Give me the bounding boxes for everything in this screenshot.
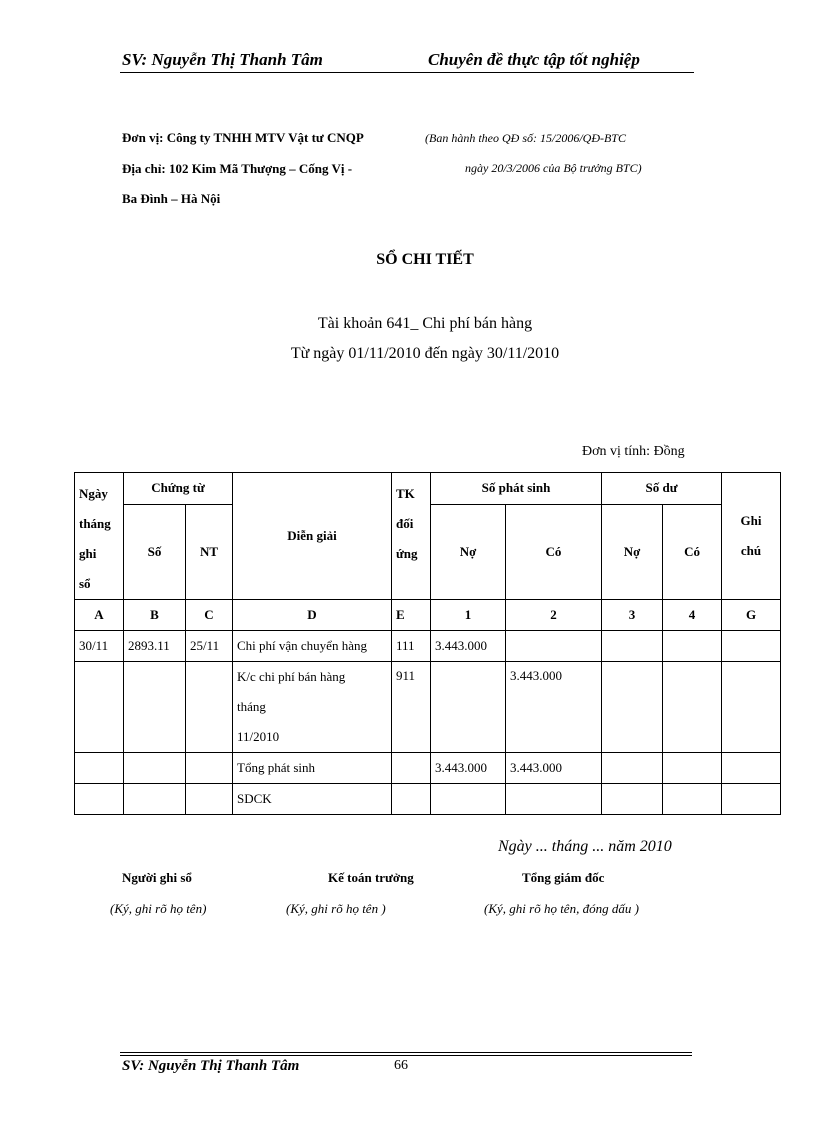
signer-recorder: Người ghi sổ [122,870,192,885]
total-row [75,753,781,784]
period-title: Từ ngày 01/11/2010 đến ngày 30/11/2010 [290,345,560,362]
header-balance-debit: Nợ [602,504,663,599]
row-balance-credit [663,662,722,753]
document-title: SỔ CHI TIẾT [376,251,474,268]
row-contra-account: 911 [392,662,431,753]
empty-cell [392,784,431,815]
header-divider [120,72,694,73]
row-voucher-no [124,662,186,753]
row-balance-debit [602,631,663,662]
header-balance-credit: Có [663,504,722,599]
total-credit: 3.443.000 [506,753,602,784]
empty-cell [392,753,431,784]
code-cell: 3 [602,600,663,631]
row-voucher-date [186,662,233,753]
header-arising: Số phát sinh [431,473,602,505]
closing-label: SDCK [233,784,392,815]
empty-cell [506,784,602,815]
signer-director-note: (Ký, ghi rõ họ tên, đóng dấu ) [484,901,639,916]
header-balance: Số dư [602,473,722,505]
signer-recorder-note: (Ký, ghi rõ họ tên) [110,901,207,916]
row-voucher-no: 2893.11 [124,631,186,662]
code-cell: G [722,600,781,631]
code-cell: E [392,600,431,631]
row-description: Chi phí vận chuyển hàng [233,631,392,662]
header-description: Diễn giải [233,473,392,600]
header-voucher-no: Số [124,504,186,599]
header-arising-credit: Có [506,504,602,599]
table-code-row [75,600,781,631]
code-cell: A [75,600,124,631]
row-voucher-date: 25/11 [186,631,233,662]
code-cell: 1 [431,600,506,631]
signer-chief-accountant-note: (Ký, ghi rõ họ tên ) [286,901,386,916]
empty-cell [663,753,722,784]
company-address-line2: Ba Đình – Hà Nội [122,191,221,206]
table-row [75,631,781,662]
total-debit: 3.443.000 [431,753,506,784]
closing-balance-row [75,784,781,815]
row-credit: 3.443.000 [506,662,602,753]
row-debit: 3.443.000 [431,631,506,662]
empty-cell [722,753,781,784]
header-arising-debit: Nợ [431,504,506,599]
header-student: SV: Nguyễn Thị Thanh Tâm [122,50,323,69]
footer-divider-bottom [120,1055,692,1056]
code-cell: 4 [663,600,722,631]
page-number: 66 [394,1058,408,1073]
code-cell: B [124,600,186,631]
row-description: K/c chi phí bán hàng tháng 11/2010 [233,662,392,753]
empty-cell [75,753,124,784]
account-title: Tài khoản 641_ Chi phí bán hàng [317,315,533,332]
code-cell: 2 [506,600,602,631]
empty-cell [663,784,722,815]
row-credit [506,631,602,662]
empty-cell [75,784,124,815]
currency-unit: Đơn vị tính: Đồng [582,444,685,459]
row-note [722,631,781,662]
empty-cell [602,784,663,815]
company-address-line1: Địa chỉ: 102 Kim Mã Thượng – Cống Vị - [122,161,353,176]
regulation-line1: (Ban hành theo QĐ số: 15/2006/QĐ-BTC [425,131,626,145]
header-voucher: Chứng từ [124,473,233,505]
row-date [75,662,124,753]
row-balance-debit [602,662,663,753]
empty-cell [602,753,663,784]
row-note [722,662,781,753]
total-label: Tổng phát sinh [233,753,392,784]
header-contra-account: TK đối ứng [392,473,431,600]
signer-director: Tổng giám đốc [522,870,605,885]
footer-student: SV: Nguyễn Thị Thanh Tâm [122,1058,300,1074]
empty-cell [186,753,233,784]
signer-chief-accountant: Kế toán trưởng [328,870,414,885]
empty-cell [186,784,233,815]
row-debit [431,662,506,753]
code-cell: C [186,600,233,631]
signature-date-line: Ngày ... tháng ... năm 2010 [498,838,672,855]
row-balance-credit [663,631,722,662]
header-topic: Chuyên đề thực tập tốt nghiệp [428,50,640,69]
header-date: Ngày tháng ghi sổ [75,473,124,600]
table-row [75,662,781,753]
footer-divider-top [120,1052,692,1053]
row-contra-account: 111 [392,631,431,662]
row-date: 30/11 [75,631,124,662]
empty-cell [722,784,781,815]
header-note: Ghi chú [722,473,781,600]
regulation-line2: ngày 20/3/2006 của Bộ trưởng BTC) [465,161,642,175]
company-unit: Đơn vị: Công ty TNHH MTV Vật tư CNQP [122,130,364,145]
empty-cell [431,784,506,815]
header-voucher-date: NT [186,504,233,599]
empty-cell [124,753,186,784]
ledger-table [74,472,781,815]
empty-cell [124,784,186,815]
table-header-row-1 [75,473,781,505]
code-cell: D [233,600,392,631]
